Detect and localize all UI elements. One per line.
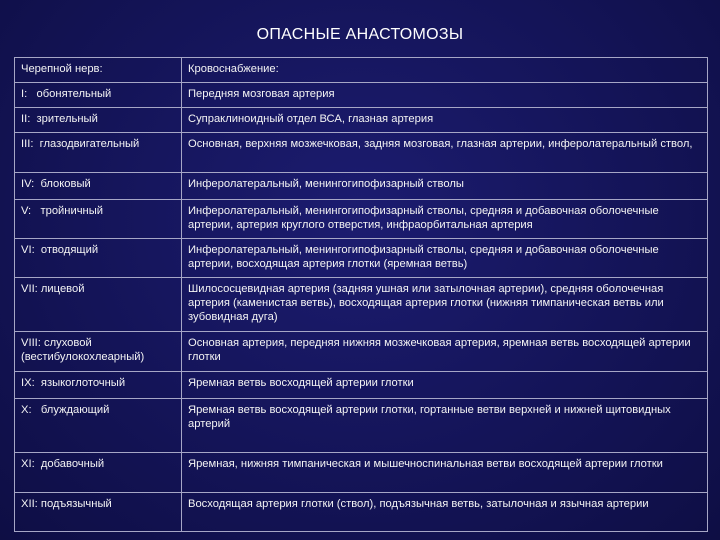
supply-cell: Шилососцевидная артерия (задняя ушная или затылочная артерии), средняя оболочечная артерия (каменистая ветвь), восходящая артерия глотки (нижняя тимпаническая ветвь или зубовидная дуга) bbox=[182, 278, 708, 332]
supply-cell: Яремная, нижняя тимпаническая и мышечноспинальная ветви восходящей артерии глотки bbox=[182, 453, 708, 493]
supply-cell: Инферолатеральный, менингогипофизарный стволы bbox=[182, 173, 708, 200]
nerve-cell: IV: блоковый bbox=[15, 173, 182, 200]
nerve-cell: XI: добавочный bbox=[15, 453, 182, 493]
nerve-cell: VII: лицевой bbox=[15, 278, 182, 332]
header-cell-nerve: Черепной нерв: bbox=[15, 58, 182, 83]
nerve-cell-text: VIII: слуховой (вестибулокохлеарный) bbox=[21, 337, 145, 363]
nerve-cell: II: зрительный bbox=[15, 108, 182, 133]
nerve-cell: XII: подъязычный bbox=[15, 493, 182, 532]
supply-cell: Инферолатеральный, менингогипофизарный стволы, средняя и добавочная оболочечные артерии, восходящая артерия глотки (яремная ветвь) bbox=[182, 239, 708, 278]
supply-cell: Основная артерия, передняя нижняя мозжечковая артерия, яремная ветвь восходящей артерии глотки bbox=[182, 332, 708, 372]
supply-cell: Основная, верхняя мозжечковая, задняя мозговая, глазная артерии, инферолатеральный ствол, bbox=[182, 133, 708, 173]
anastomoses-table bbox=[14, 57, 708, 532]
header-cell-supply: Кровоснабжение: bbox=[182, 58, 708, 83]
table-row bbox=[15, 108, 708, 133]
table-row bbox=[15, 133, 708, 173]
table-row bbox=[15, 83, 708, 108]
table-row bbox=[15, 332, 708, 372]
supply-cell: Супраклиноидный отдел ВСА, глазная артерия bbox=[182, 108, 708, 133]
nerve-cell: IX: языкоглоточный bbox=[15, 372, 182, 399]
table-row bbox=[15, 453, 708, 493]
supply-cell: Инферолатеральный, менингогипофизарный стволы, средняя и добавочная оболочечные артерии, артерия круглого отверстия, инфраорбитальная артерия bbox=[182, 200, 708, 239]
nerve-cell bbox=[15, 332, 182, 372]
table-row bbox=[15, 173, 708, 200]
table-row bbox=[15, 372, 708, 399]
nerve-cell: III: глазодвигательный bbox=[15, 133, 182, 173]
table-row bbox=[15, 200, 708, 239]
supply-cell: Передняя мозговая артерия bbox=[182, 83, 708, 108]
nerve-cell: X: блуждающий bbox=[15, 399, 182, 453]
slide-title: ОПАСНЫЕ АНАСТОМОЗЫ bbox=[256, 26, 464, 43]
table-header-row bbox=[15, 58, 708, 83]
supply-cell: Восходящая артерия глотки (ствол), подъязычная ветвь, затылочная и язычная артерии bbox=[182, 493, 708, 532]
table-row bbox=[15, 399, 708, 453]
table-row bbox=[15, 493, 708, 532]
supply-cell: Яремная ветвь восходящей артерии глотки bbox=[182, 372, 708, 399]
table-row bbox=[15, 239, 708, 278]
supply-cell: Яремная ветвь восходящей артерии глотки, гортанные ветви верхней и нижней щитовидных артерий bbox=[182, 399, 708, 453]
nerve-cell: VI: отводящий bbox=[15, 239, 182, 278]
nerve-cell: V: тройничный bbox=[15, 200, 182, 239]
table-row bbox=[15, 278, 708, 332]
nerve-cell: I: обонятельный bbox=[15, 83, 182, 108]
